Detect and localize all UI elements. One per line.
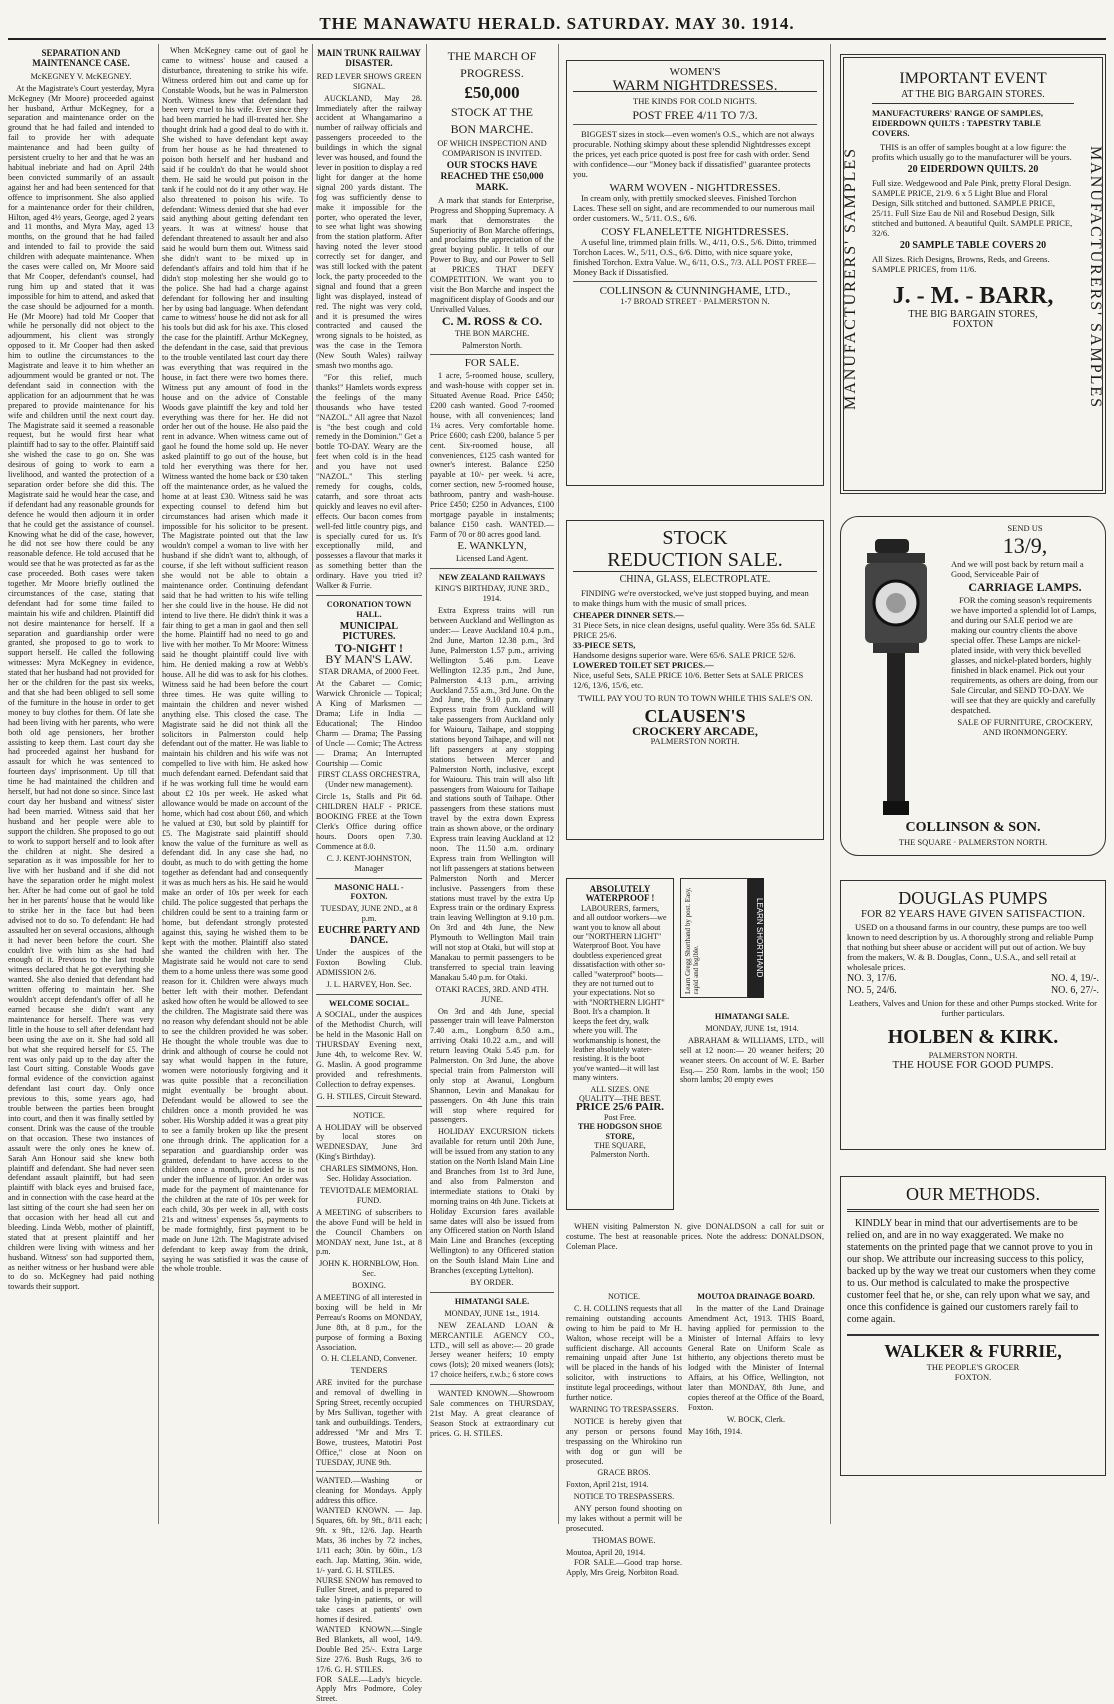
stock-firm2: CROCKERY ARCADE, bbox=[632, 724, 758, 738]
pumps-extra: Leathers, Valves and Union for these and other Pumps stocked. Write for further particulars. bbox=[849, 998, 1097, 1018]
march-sub: OF WHICH INSPECTION AND COMPARISON IS INVITED. bbox=[437, 139, 547, 158]
pictures-name: MUNICIPAL PICTURES. bbox=[339, 620, 399, 642]
masthead-rule bbox=[8, 38, 1106, 40]
pictures-orchestra: FIRST CLASS ORCHESTRA, (Under new management). bbox=[317, 770, 421, 790]
column-notices bbox=[316, 46, 422, 1704]
trap-horse-sale: FOR SALE.—Good trap horse. Apply, Mrs Greig, Norbiton Road. bbox=[566, 1557, 682, 1577]
himatangi-body: NEW ZEALAND LOAN & MERCANTILE AGENCY CO., LTD., will sell as above:— 20 grade Jersey weaner heifers; 10 empty cows (lots); 20 mixed weaners (lots); 17 choice heifers, r.w.b.; 6 store cows bbox=[430, 1320, 554, 1380]
trespass2-body: ANY person found shooting on my lakes without a permit will be prosecuted. bbox=[566, 1504, 682, 1533]
carriage-lamp-icon bbox=[853, 531, 943, 831]
eider-body: Full size. Wedgewood and Pale Pink, pretty Floral Design. SAMPLE PRICE, 21/9. 6 x 5 Light Blue and Floral Design, Silk stitched and buttoned. SAMPLE PRICE, 25/11. Full Size Eau de Nil and Rosebud Design, Silk stitched and buttoned. A beautiful Quilt. SAMPLE PRICE, 32/6. bbox=[872, 178, 1073, 238]
barr-firm: J. - M. - BARR, bbox=[892, 283, 1054, 309]
march-line1: THE MARCH OF bbox=[447, 49, 537, 63]
pumps-body: USED on a thousand farms in our country, these pumps are too well known to need description by us. A thoroughly strong and reliable Pump that nothing but sheer abuse or accident will put out of action. We buy from the makers, W. & B. Douglas, Conn., U.S.A., and sell retail at wholesale prices. bbox=[847, 922, 1094, 972]
covers-title: 20 SAMPLE TABLE COVERS 20 bbox=[899, 240, 1047, 251]
trespass2-date: Moutoa, April 20, 1914. bbox=[566, 1547, 646, 1557]
trespass1-date: Foxton, April 21st, 1914. bbox=[566, 1480, 649, 1490]
wanted-jap-squares: WANTED KNOWN. — Jap. Squares, 6ft. by 9ft., 8/11 each; 9ft. x 9ft., 12/6. Jap. Hearth Mats, 36 inches by 72 inches, 1/11 each; 30in. by 60in., 1/3 each. Jap. Matting, 36in. wide, 1/- yard. G. H. STILES. bbox=[316, 1506, 422, 1575]
trespass2-sign: THOMAS BOWE. bbox=[592, 1535, 656, 1545]
waterproof-town: Palmerston North. bbox=[590, 1150, 650, 1160]
divider bbox=[430, 354, 554, 355]
lamps-body: And we will post back by return mail a Good, Serviceable Pair of bbox=[951, 559, 1084, 579]
waterproof-boot-ad bbox=[566, 878, 674, 1210]
pictures-hall: CORONATION TOWN HALL. bbox=[326, 599, 412, 619]
barr-firm2: THE BIG BARGAIN STORES, bbox=[908, 309, 1038, 320]
stock-body: FINDING we're overstocked, we've just stopped buying, and mean to make things hum with the music of small prices. bbox=[573, 588, 809, 608]
march-line2: PROGRESS. bbox=[460, 66, 524, 80]
march-body: A mark that stands for Enterprise, Progress and Shopping Supremacy. A mark that demonstrates the Superiority of Bon Marche offerings, and proclaims the appreciation of the great buying public. It tells of our Power to Buy, and our Power to Sell at PRICES THAT DEFY COMPETITION. We want you to visit the Bon Marche and inspect the magnificent display of Goods and our Unrivalled Values. bbox=[430, 195, 554, 314]
divider bbox=[573, 124, 817, 125]
social-title: WELCOME SOCIAL. bbox=[328, 998, 410, 1008]
pumps-town: PALMERSTON NORTH. bbox=[928, 1050, 1018, 1060]
showroom-sale: WANTED KNOWN.—Showroom Sale commences on THURSDAY, 21st May. A great clearance of Season Stock at extraordinary cut prices. G. H. STILES. bbox=[430, 1389, 554, 1438]
women-nightdresses-ad bbox=[566, 60, 824, 486]
divider bbox=[430, 568, 554, 569]
lamps-price: 13/9, bbox=[1002, 533, 1048, 558]
notice-title: NOTICE. bbox=[352, 1110, 386, 1120]
pictures-sub: STAR DRAMA, of 2000 Feet. bbox=[318, 667, 420, 677]
boxing-title: BOXING. bbox=[352, 1281, 386, 1291]
methods-firm2: THE PEOPLE'S GROCER bbox=[926, 1362, 1020, 1372]
stock-pay: 'TWILL PAY YOU TO RUN TO TOWN WHILE THIS SALE'S ON. bbox=[577, 693, 813, 703]
methods-firm: WALKER & FURRIE, bbox=[847, 1334, 1099, 1362]
lamps-firm: COLLINSON & SON. bbox=[905, 820, 1041, 835]
lamps-text: FOR the coming season's requirements we have imported a splendid lot of Lamps, and during our SALE period we are making our country clients the above special offer. These Lamps are nickel-plated inside, with very thick bevelled glasses, and nickel-plated borders, highly finished in black enamel. Pick out your requirements, as others are doing, from our Sale Circular, and SEND TO-DAY. We will see that they are quickly and carefully despatched. bbox=[951, 595, 1098, 715]
divider bbox=[316, 878, 422, 879]
article-subheading: McKEGNEY V. McKEGNEY. bbox=[30, 71, 132, 81]
pump-no4: NO. 4, 19/-. bbox=[1050, 973, 1099, 984]
barr-town: FOXTON bbox=[952, 319, 994, 330]
march-firm: C. M. ROSS & CO. bbox=[441, 313, 543, 328]
forsale-agent-title: Licensed Land Agent. bbox=[455, 553, 529, 563]
forsale-title: FOR SALE. bbox=[464, 357, 520, 370]
memorial-title: TEVIOTDALE MEMORIAL FUND. bbox=[319, 1185, 418, 1205]
sets33-title: 33-PIECE SETS, bbox=[573, 640, 636, 650]
rail-heading: MAIN TRUNK RAILWAY DISASTER. bbox=[317, 48, 421, 68]
stock-sale: REDUCTION SALE. bbox=[573, 549, 817, 572]
march-store: BON MARCHE. bbox=[450, 122, 534, 136]
pictures-programme: At the Cabaret — Comic; Warwick Chronicle — Topical; A King of Marksmen — Drama; Life in India — Educational; The Hindoo Charm — Drama; The Passing of Uncle — Comic; The Actress — Drama; An Interrupted Courtship — Comic bbox=[316, 679, 422, 768]
article-body: At the Magistrate's Court yesterday, Myra McKegney (Mr Moore) proceeded against her husband, Arthur McKegney, for a separation and maintenance order on the ground that he had failed and intended to fail to provide her with adequate maintenance and had been guilty of persistent cruelty to her and that he was an habitual inebriate and had on April 24th been convicted summarily of an assault against her and had been sentenced for that offence to imprisonment. She also applied for a maintenance order for their children, Hilton, aged 4½ years, George, aged 2 years and 11 months, and Myra May, aged 13 months, on the ground that he had failed and intended to fail to provide the said children with adequate maintenance. When the cases were called on, Mr Moore said that Mr Cooper, defendant's counsel, had rung him up and stated that it was impossible for him to attend, and asked that the case should be adjourned for a month. He (Mr Moore) had told Mr Cooper that while he personally did not object to the adjournment, his client was strongly opposed to it. Mr Cooper had then asked him to outline the circumstances to the Magistrate and leave it to him whether an adjournment would be granted or not. The defendant said in connection with the application for an adjournment that he was prepared to provide maintenance for his wife and children until the next court day. The Magistrate said it seemed a reasonable request, but he would first hear what plaintiff had to say to the offer. Plaintiff said she wished the case to go on. She was desirous of going to work to earn a livelihood, and wanted the protection of a separation order before she did this. The Magistrate said he would hear the case, and if defendant had any reasonable grounds for defence he would then adjourn it in order that he could get the assistance of counsel. Knowing what he did of the case, however, he did not see how there could be any reasonable defence. He told accused that he would see that he was protected as far as the case proceeded. Both cases were taken together. Mr Moore briefly outlined the circumstances of the case, stating that defendant had for some time failed to maintain his wife and children. Plaintiff did not desire maintenance for herself. If a separation and guardianship order were granted, she proposed to go to work to support herself. He called the following witnesses: Myra McKegney in evidence, stated that her husband had not provided for her or the children for the past six weeks, and that she had been obliged to sell some of the furniture in the house in order to get money to buy clothes for them. Of late she had been living with her parents, who were both old age pensioners, her brother assisting to keep them. Last court day she had proceeded against her husband for assault for which he was sentenced to fourteen days' imprisonment. Up till that time he had maintained the children and herself, but had not done so since. Since last court day her husband and witness' sister had been married. Witness said that her husband and her people were able to support the children. She proposed to go out to work to support herself and to look after the children at night. She desired a separation as it was impossible for her to live with her husband and if she did not have the separation order he might molest her. After he had come out of gaol he told her in her parents' house that he would like to strike her in the face but had been advised not to do so. To defendant: He had assaulted her on several occasions, although it had never been before the court. She couldn't live with him as she had had enough of it. Previous to the last trouble witness declared that he got everything she wanted. She also denied that defendant had written offering to maintain her. She wouldn't accept defendant's offer of all he earned because she didn't want any maintenance for herself. There was very little in the house to sell after defendant had been using the axe on it. She had sold all but what she required herself for £5. The rent was only paid up to the day after the last Court sitting. Constable Woods gave formal evidence of the conviction against defendant last court day. Only once previous to this, some years ago, had trouble between the parties been brought into court, and then it was finally settled by consent. Drink was the cause of the trouble on that occasion. These two instances of assault were the only ones he knew of. Sarah Ann Honour said she knew both plaintiff and defendant. She had never seen defendant assault plaintiff, but had seen plaintiff with black eyes and bruised face, and in connection with the case heard at the last sitting of the court she had seen her on that occasion with her head all cut and bleeding. Linda Webb, mother of plaintiff, stated that at present plaintiff and her children were living with witness and her husband. Witness' son had supported them, as neither witness or her husband were able to do so. McKegney had paid nothing towards their support. bbox=[8, 83, 154, 1292]
stock-town: PALMERSTON NORTH. bbox=[650, 736, 740, 746]
euchre-event: EUCHRE PARTY AND DANCE. bbox=[318, 925, 420, 947]
donaldson-body: WHEN visiting Palmerston N. give DONALDSON a call for suit or costume. The best at reasonable prices. Note the address: DONALDSON, Coleman Place. bbox=[566, 1222, 824, 1251]
methods-title: OUR METHODS. bbox=[847, 1183, 1099, 1212]
otaki-races: OTAKI RACES, 3RD. AND 4TH. JUNE. bbox=[435, 984, 549, 1004]
waterproof-firm2: THE SQUARE, bbox=[594, 1140, 646, 1150]
euchre-title: MASONIC HALL - FOXTON. bbox=[334, 882, 404, 902]
carriage-lamp-illustration bbox=[853, 531, 943, 831]
waterproof-post: Post Free. bbox=[604, 1112, 636, 1122]
barr-samples-ad bbox=[840, 54, 1106, 494]
masthead bbox=[0, 0, 1114, 44]
rail-notice-title: NEW ZEALAND RAILWAYS bbox=[438, 572, 546, 582]
article-heading: SEPARATION AND MAINTENANCE CASE. bbox=[32, 48, 130, 68]
shorthand-label: LEARN SHORTHAND bbox=[748, 878, 764, 998]
bicycle-sale: FOR SALE.—Lady's bicycle. Apply Mrs Podmore, Coley Street. bbox=[316, 1674, 422, 1704]
divider bbox=[316, 1471, 422, 1472]
column-divider bbox=[312, 44, 313, 1524]
event-intro: THIS is an offer of samples bought at a low figure: the profits which usually go to the manufacturer will be yours. bbox=[872, 142, 1072, 162]
toilet-body: Nice, useful Sets, SALE PRICE 10/6. Better Sets at SALE PRICES 12/6, 13/6, 15/6, etc. bbox=[573, 670, 804, 690]
toilet-title: LOWERED TOILET SET PRICES.— bbox=[573, 660, 714, 670]
march-stock: STOCK AT THE bbox=[450, 105, 534, 119]
methods-body: KINDLY bear in mind that our advertisements are to be relied on, and are in no way exaggerated. We make no statements on the printed page that we cannot prove to you in our shop. We attribute our increasing success to this policy, backed up by the way we treat our customers when they come to us. Our method is calculated to make the prospective customer feel that he, or she, can rely upon what we say, and once this confidence is gained our customers rarely fail to come again. bbox=[847, 1218, 1096, 1325]
march-firm2: THE BON MARCHE. bbox=[454, 328, 530, 338]
pump-no5: NO. 5, 24/6. bbox=[847, 985, 897, 996]
trespass1-sign: GRACE BROS. bbox=[597, 1468, 651, 1478]
euchre-sign: J. L. HARVEY, Hon. Sec. bbox=[326, 979, 412, 989]
tenders-body: ARE invited for the purchase and removal of dwelling in Spring Street, recently occupied by Mrs Sullivan, together with tank and outbuildings. Tenders, addressed "Mr and Mrs T. Bowe, trustees, Matotiri Post Office," close at Noon on TUESDAY, JUNE 9th. bbox=[316, 1378, 422, 1467]
our-methods-ad bbox=[840, 1176, 1106, 1476]
cosy-title: COSY FLANELETTE NIGHTDRESSES. bbox=[601, 226, 789, 238]
donaldson-notice bbox=[566, 1222, 824, 1282]
trespass1-title: WARNING TO TRESPASSERS. bbox=[569, 1404, 679, 1414]
carriage-lamps-ad bbox=[840, 516, 1106, 856]
warm-woven-title: WARM WOVEN - NIGHTDRESSES. bbox=[609, 182, 781, 194]
column-separation-case-continued bbox=[162, 46, 308, 1524]
waterproof-body: LABOURERS, farmers, and all outdoor workers—we want you to know all about our "NORTHERN LIGHT" Waterproof Boot. You have doubtless experienced great dissatisfaction with other so-called "waterproof" boots—they are not turned out to your expectations. Not so with "NORTHERN LIGHT" Boot. It's a champion. It keeps the feet dry, walk where you will. The workmanship is honest, the leather absolutely water-resisting. It is the boot you've wanted—it will last many winters. bbox=[573, 903, 667, 1083]
rail-notice-sub: KING'S BIRTHDAY, JUNE 3RD., 1914. bbox=[434, 584, 550, 604]
euchre-date: TUESDAY, JUNE 2ND., at 8 p.m. bbox=[320, 904, 418, 924]
himatangi-date: MONDAY, JUNE 1st., 1914. bbox=[444, 1308, 540, 1318]
stock-reduction-ad bbox=[566, 520, 824, 840]
column-separation-case bbox=[8, 46, 154, 1524]
boxing-body: A MEETING of all interested in boxing will be held in Mr Perreau's Rooms on MONDAY, June 8th, at 8 p.m., for the purpose of forming a Boxing Association. bbox=[316, 1293, 422, 1352]
women-title: WOMEN'S bbox=[669, 66, 721, 78]
himatangi-sale-notice bbox=[680, 1010, 824, 1170]
pictures-tonight: TO-NIGHT ! bbox=[335, 640, 403, 655]
wanted-blankets: WANTED KNOWN.—Single Bed Blankets, all wool, 14/9. Double Bed 25/-. Extra Large Size 27/6. Bush Rugs, 3/6 to 17/6. G. H. STILES. bbox=[316, 1625, 422, 1674]
moutoa-body: In the matter of the Land Drainage Amendment Act, 1913. THIS Board, having applied for permission to the Minister of Internal Affairs to levy General Rate on Uniform Scale as hitherto, any objections thereto must be lodged with the Minister of Internal Affairs, at his Office, Wellington, not later than MONDAY, 8th June, and copies thereof at the Office of the Board, Foxton. bbox=[688, 1303, 824, 1412]
moutoa-sign: W. BOCK, Clerk. bbox=[726, 1414, 786, 1424]
nurse-notice: NURSE SNOW has removed to Fuller Street, and is prepared to take lying-in patients, or will take cases at patients' own homes if desired. bbox=[316, 1575, 422, 1625]
women-firm: COLLINSON & CUNNINGHAME, LTD., bbox=[599, 285, 791, 297]
himatangi-title: HIMATANGI SALE. bbox=[454, 1296, 530, 1306]
moutoa-date: May 16th, 1914. bbox=[688, 1426, 743, 1436]
stock-sub: CHINA, GLASS, ELECTROPLATE. bbox=[619, 574, 771, 585]
divider bbox=[316, 595, 422, 596]
lamps-sale: SALE OF FURNITURE, CROCKERY, AND IRONMONGERY. bbox=[957, 717, 1093, 737]
march-reached: OUR STOCKS HAVE REACHED THE £50,000 MARK. bbox=[440, 160, 544, 193]
divider bbox=[316, 994, 422, 995]
wanted-washing: WANTED.—Washing or cleaning for Mondays. Apply address this office. bbox=[316, 1476, 422, 1506]
pumps-firm: HOLBEN & KIRK. bbox=[887, 1026, 1059, 1048]
social-sign: G. H. STILES, Circuit Steward. bbox=[316, 1091, 422, 1101]
social-body: A SOCIAL, under the auspices of the Methodist Church, will be held in the Masonic Hall on THURSDAY Evening next, June 4th, to welcome Rev. W. G. Maslin. A good programme provided and refreshments. Collection to defray expenses. bbox=[316, 1010, 422, 1089]
notice-body: A HOLIDAY will be observed by local stores on WEDNESDAY, June 3rd (King's Birthday). bbox=[316, 1122, 422, 1162]
eider-title: 20 EIDERDOWN QUILTS. 20 bbox=[907, 164, 1039, 175]
lamps-address: THE SQUARE · PALMERSTON NORTH. bbox=[898, 837, 1048, 847]
otaki-body: On 3rd and 4th June, special passenger train will leave Palmerston 7.40 a.m., Longburn 8.50 a.m., arriving Otaki 10.22 a.m., and will return leaving Otaki 5.45 p.m. for Palmerston. On 3rd June, the above special train from Palmerston will only stop at Awanui, Longburn Shannon, Levin and Manakau for passengers. On 4th June this train will stop where required for passengers. bbox=[430, 1006, 554, 1125]
pumps-sub: FOR 82 YEARS HAVE GIVEN SATISFACTION. bbox=[860, 908, 1086, 920]
women-address: 1-7 BROAD STREET · PALMERSTON N. bbox=[620, 296, 770, 306]
pictures-prices: Circle 1s, Stalls and Pit 6d. CHILDREN HALF - PRICE. BOOKING FREE at the Town Clerk's Office during office hours. Doors open 7.30. Commence at 8.0. bbox=[316, 792, 422, 851]
tenders-title: TENDERS bbox=[350, 1366, 388, 1376]
douglas-pumps-ad bbox=[840, 880, 1106, 1150]
dinner-title: CHEAPER DINNER SETS.— bbox=[573, 610, 684, 620]
nazol-ad: "For this relief, much thanks!" Hamlets words express the feelings of the many thousands who have tested "NAZOL." All agree that Nazol is "the best cough and cold remedy in the Dominion." Get a bottle TO-DAY. Weary are the feet when cold is in the head and you have not used "NAZOL." This sterling remedy for coughs, colds, catarrh, and sore throat acts quickly and leaves no evil after-effects. Our bacon comes from well-fed little country pigs, and is specially cured for us. It's exceptionally mild, and possesses a flavour that marks it as something better than the ordinary. Have you tried it? Walker & Furrie. bbox=[316, 373, 422, 591]
women-kinds: THE KINDS FOR COLD NIGHTS. bbox=[633, 96, 757, 106]
divider bbox=[430, 1292, 554, 1293]
himatangi2-title: HIMATANGI SALE. bbox=[714, 1012, 790, 1021]
rail-notice-body: Extra Express trains will run between Auckland and Wellington as under:— Leave Auckland 10.4 p.m., 2nd June, Marton 12.38 p.m., 3rd June, Palmerston 1.57 p.m., arriving Wellington 5.46 p.m. Leave Wellington 12.35 p.m., 2nd June, Palmerston 4.13 p.m., arriving Auckland 7.55 a.m., 3rd June. On the 2nd June, the 9.10 p.m. ordinary Express train from Auckland will take passengers from Auckland only for Waiouru, Taihape, and stopping stations beyond Taihape, and will not lift passengers at any stopping stations between Mercer and Palmerston North, inclusive, except for Waiouru. This train will also lift passengers from Waiouru for Taihape and stations south of Taihape. Other passengers from these stations must travel by the extra down Express train as shown above, or the ordinary Express train leaving Auckland at 12 noon. The 11.50 a.m. ordinary Express train from Wellington will not lift passengers at stations between Palmerston North and Mercer inclusive. Passengers from these stations must travel by the extra Up Express train or the ordinary Express train leaving Wellington at 9.10 p.m. On 3rd and 4th June, the New Plymouth to Wellington Mail train will not stop at Otaki, but will stop at Manakau to permit passengers to be transferred to special train leaving Manakau 5.40 p.m. for Otaki. bbox=[430, 606, 554, 982]
column-divider bbox=[830, 44, 831, 1524]
forsale-body: 1 acre, 5-roomed house, scullery, and wash-house with copper set in. Situated Avenue Road. Price £450; £200 cash wanted. Good 7-roomed house, with all conveniences; land 1¼ acres. Very comfortable home. Price £600; cash £200, balance 5 per cent. Six-roomed house, all conveniences, £125 cash wanted for owner's interest. Balance £250 payable at 10/- per week. ¼ acre, corner section, new 5-roomed house, bathroom, pantry and wash-house. Price £450; £250 in Advances, £100 mortgage payable in instalments; balance £150 cash. WANTED.—Farm of 70 or 80 acres good land. bbox=[430, 371, 554, 539]
event-sub: AT THE BIG BARGAIN STORES. bbox=[872, 90, 1074, 104]
column-bon-marche bbox=[430, 46, 554, 1524]
trespass2-title: NOTICE TO TRESPASSERS. bbox=[573, 1492, 675, 1502]
memorial-body: A MEETING of subscribers to the above Fund will be held in the Council Chambers on MONDAY next, June 1st., at 8 p.m. bbox=[316, 1207, 422, 1257]
collins-title: NOTICE. bbox=[607, 1292, 641, 1301]
stock-title: STOCK bbox=[662, 527, 728, 549]
column-divider bbox=[558, 44, 559, 1524]
column-local-notices bbox=[688, 1290, 824, 1520]
divider bbox=[430, 1384, 554, 1385]
column-divider bbox=[158, 44, 159, 1524]
women-name: WARM NIGHTDRESSES. bbox=[573, 81, 817, 92]
boxing-sign: O. H. CLELAND, Convener. bbox=[321, 1354, 417, 1364]
column-divider bbox=[426, 44, 427, 1524]
lamps-send: SEND US bbox=[1007, 523, 1043, 533]
march-amount: £50,000 bbox=[464, 83, 520, 102]
article-body-continued: When McKegney came out of gaol he came to witness' house and caused a disturbance, threatening to strike his wife. Witness ordered him out and came up for Constable Woods, but he was in Palmerston North. Witness knew that defendant had been very cruel to his wife. Ever since they had been married he had ill-treated her. She thought drink had a good deal to do with it. She wished to have defendant kept away from her house as he had threatened to poison both herself and her husband and said if he couldn't do that he would shoot them. He said he would put poison in the tank if he could not do it any other way. He also threatened to poison his wife. To defendant: Witness denied that she had ever said anything about getting defendant ten years. It was at witness' house that defendant threatened to assault her and also said he would burn them out. Witness said she didn't want to be mixed up in defendant's affairs and told him that if he didn't stop molesting her she would go to the police. She had had a charge against defendant for following her and insulting her by using bad language. When defendant came to witness' house he did not ask for all his tools but did ask for his axe. This closed the case for the plaintiff. Arthur McKegney, the defendant in the case, said that previous to the trouble ventilated last court day there was everything that was required in the house, in fact there were two homes there. Witness put any amount of food in the house and on the advice of Constable Woods gave plaintiff the key and told her everything was there for her. He did not order her out of the house. He also paid the rent in advance. When witness came out of gaol he found the home sold up. He never asked plaintiff to go out of the house, but told her everything was there for her. Witness wanted the home back or £30 taken off the maintenance order, as he valued the home at at least £30. Witness said he was expecting counsel to defend him but circumstances had arisen which made it impossible for his solicitor to be present. The Magistrate pointed out that the law wouldn't compel a woman to live with her husband if she didn't want to, although, of course, if she left without sufficient reason she would not be able to obtain a maintenance order. Continuing defendant said that he had written to his wife telling her she could live in the house. He did not intend to live there. He didn't think it was a fair thing to get a man in gaol and then sell the home. Plaintiff had no need to go and live with her mother. To Mr Moore: Witness said he thought plaintiff could live with him. He denied making a row at Webb's house. All he did was to ask for his clothes. Witness said he had been before the court three times. He was quite willing to maintain the children and never wished anything else. This closed the case. The Magistrate said he did not think all the solicitors in Palmerston could help defendant out of the matter. He was liable to maintain his children and his wife was not compelled to live with him. He asked how much defendant earned. Defendant said that if he was working full time he would earn about £2 10s per week. He asked what allowance would be made on account of the home, which had cost about £60, and which he valued at £30, but sold by plaintiff for £5. The Magistrate said plaintiff should know the value of the furniture as well as defendant did. In any case she had, no doubt, as much to do with getting the home together as defendant had and consequently it was as much hers as his. He said he would make an order of 10s per week for each child. The police suggested that perhaps the children could be sent to a training farm or home, but defendant strongly protested against this, saying he wished them to be kept with the mother. Plaintiff also stated she wanted the children with her. The Magistrate said he would not care to send them to a home unless there was some good reason for it. Children were always much better left with their mother. Defendant asked how often he would be allowed to see the children. The Magistrate said there was no reason why defendant should not be able to see the children provided he was sober. He thought the whole trouble was due to drink and although of course he could not say what would happen in the future, women were notoriously forgiving and it was quite possible that a reconciliation might eventually be brought about. Defendant would be allowed to see the children once a month provided he was sober. His Worship added it was a great pity to see a family broken up like the present one through drink. The application for a separation and guardianship order was granted, defendant to have access to the children once a month, provided he is not under the influence of liquor. An order was made for the payment of maintenance for the children at the rate of 10s per week for each child, 30s per week in all, with costs 21s and witness' expenses 5s, payments to be made fortnightly, first payment to be made on June 12th. The Magistrate advised defendant to keep away from the drink, saying he was satisfied it was the cause of the whole trouble. bbox=[162, 46, 308, 1274]
cosy-body: A useful line, trimmed plain frills. W., 4/11, O.S., 5/6. Ditto, trimmed Torchon Laces. W., 5/11, O.S., 6/6. Ditto, with nice square yoke, finished Torchon. Extra Value. W., 6/11, O.S., 7/3. ALL POST FREE—Money Back if Dissatisfied. bbox=[573, 237, 817, 277]
newspaper-title: THE MANAWATU HERALD. SATURDAY. MAY 30. 1914. bbox=[319, 14, 795, 33]
event-title: IMPORTANT EVENT bbox=[899, 70, 1047, 87]
holiday-excursion: HOLIDAY EXCURSION tickets available for return until 20th June, will be issued from any station to any station on the North Island Main Line and Branches from 1st to 3rd June, and also from Palmerston and intermediate stations to Otaki by morning trains on 4th June. Tickets at Holiday Excursion fares available same dates will also be issued from any Officered station on North Island Main Line and Branches (excepting Wellington) to any Officered station on the South Island Main Line and Branches (excepting Lyttelton). bbox=[430, 1127, 554, 1276]
himatangi2-date: MONDAY, JUNE 1st, 1914. bbox=[705, 1023, 799, 1033]
women-post: POST FREE 4/11 TO 7/3. bbox=[632, 108, 758, 122]
trespass1-body: NOTICE is hereby given that any person or persons found trespassing on the Whirokino run with dog or gun will be prosecuted. bbox=[566, 1416, 682, 1466]
shorthand-ad bbox=[680, 878, 748, 998]
divider bbox=[573, 281, 817, 282]
forsale-agent: E. WANKLYN, bbox=[457, 539, 527, 552]
methods-town: FOXTON. bbox=[954, 1372, 992, 1382]
collins-body: C. H. COLLINS requests that all remaining outstanding accounts owing to him be paid to Mr H. Walton, whose receipt will be a sufficient discharge. All accounts remaining unpaid after June 1st will be placed in the hands of his solicitor, with instructions to institute legal proceedings, without further notice. bbox=[566, 1303, 682, 1403]
rail-sign: BY ORDER. bbox=[470, 1277, 514, 1287]
women-body: BIGGEST sizes in stock—even women's O.S., which are not always procurable. Nothing skimpy about these splendid Nightdresses except the prices, yet each price quoted is post free for cash with order. Send with confidence—our "Money back if dissatisfied" guarantee protects you. bbox=[573, 129, 815, 179]
side-label-left: MANUFACTURERS' SAMPLES bbox=[842, 146, 859, 410]
column-trespass-notices bbox=[566, 1290, 682, 1577]
stock-firm: CLAUSEN'S bbox=[644, 706, 746, 726]
rail-subheading: RED LEVER SHOWS GREEN SIGNAL. bbox=[316, 71, 422, 91]
euchre-body: Under the auspices of the Foxton Bowling Club. ADMISSION 2/6. bbox=[316, 947, 422, 977]
warm-woven-body: In cream only, with prettily smocked sleeves. Finished Torchon Laces. These sell on sight, and are recommended to our numerous mail order customers. W., 5/11. O.S., 6/6. bbox=[573, 193, 815, 223]
side-label-right: MANUFACTURERS' SAMPLES bbox=[1087, 146, 1104, 410]
divider bbox=[316, 1106, 422, 1107]
sets33-body: Handsome designs superior ware. Were 65/6. SALE PRICE 52/6. bbox=[573, 650, 796, 660]
pictures-feature: BY MAN'S LAW. bbox=[325, 652, 413, 667]
moutoa-title: MOUTOA DRAINAGE BOARD. bbox=[697, 1292, 815, 1301]
dinner-body: 31 Piece Sets, in nice clean designs, useful quality. Were 35s 6d. SALE PRICE 25/6. bbox=[573, 620, 816, 640]
waterproof-price: PRICE 25/6 PAIR. bbox=[575, 1101, 665, 1114]
rail-body: AUCKLAND, May 28. Immediately after the railway accident at Whangamarino a number of railway officials and passengers proceeded to the buildings in which the signal lever was housed, and found the lever in position to display a red light for danger at the home signal 200 yards distant. The fog was sufficiently dense to make it impossible for the porter, who operated the lever, to see what light was showing from the station platform. After having noted the lever stood correctly set for danger, and was still locked with the patent lock, the party proceeded to the signal and found that a green light was displayed, instead of red. The night was very cold, and it is presumed the wires contracted and caused the wrong signals to be hoisted, as was the case in the Temora (New South Wales) railway smash two months ago. bbox=[316, 93, 422, 371]
notice-sign: CHARLES SIMMONS, Hon. Sec. Holiday Association. bbox=[320, 1164, 418, 1184]
pump-no6: NO. 6, 27/-. bbox=[1050, 985, 1099, 996]
pumps-title: DOUGLAS PUMPS bbox=[898, 888, 1048, 908]
event-range: MANUFACTURERS' RANGE OF SAMPLES, EIDERDOWN QUILTS : TAPESTRY TABLE COVERS. bbox=[872, 108, 1043, 138]
waterproof-firm: THE HODGSON SHOE STORE, bbox=[577, 1122, 663, 1141]
himatangi2-body: ABRAHAM & WILLIAMS, LTD., will sell at 12 noon:— 20 weaner heifers; 20 weaner steers. On account of W. E. Barber Esq.— 250 Rom. lambs in the wool; 150 shorn lambs; 20 empty ewes bbox=[680, 1035, 824, 1085]
waterproof-sizes: ALL SIZES. ONE QUALITY—THE BEST. bbox=[578, 1084, 662, 1103]
pictures-manager: C. J. KENT-JOHNSTON, Manager bbox=[326, 853, 412, 873]
pump-no3: NO. 3, 17/6. bbox=[847, 973, 897, 984]
waterproof-title: ABSOLUTELY WATERPROOF ! bbox=[585, 884, 655, 904]
shorthand-body: Learn Gregg Shorthand by post. Easy, rapid and legible. bbox=[684, 887, 700, 994]
covers-body: All Sizes. Rich Designs, Browns, Reds, and Greens. SAMPLE PRICES, from 11/6. bbox=[872, 254, 1050, 274]
memorial-sign: JOHN K. HORNBLOW, Hon. Sec. bbox=[319, 1259, 419, 1279]
pumps-slogan: THE HOUSE FOR GOOD PUMPS. bbox=[892, 1059, 1054, 1071]
lamps-title: CARRIAGE LAMPS. bbox=[968, 580, 1082, 594]
march-town: Palmerston North. bbox=[461, 340, 523, 350]
